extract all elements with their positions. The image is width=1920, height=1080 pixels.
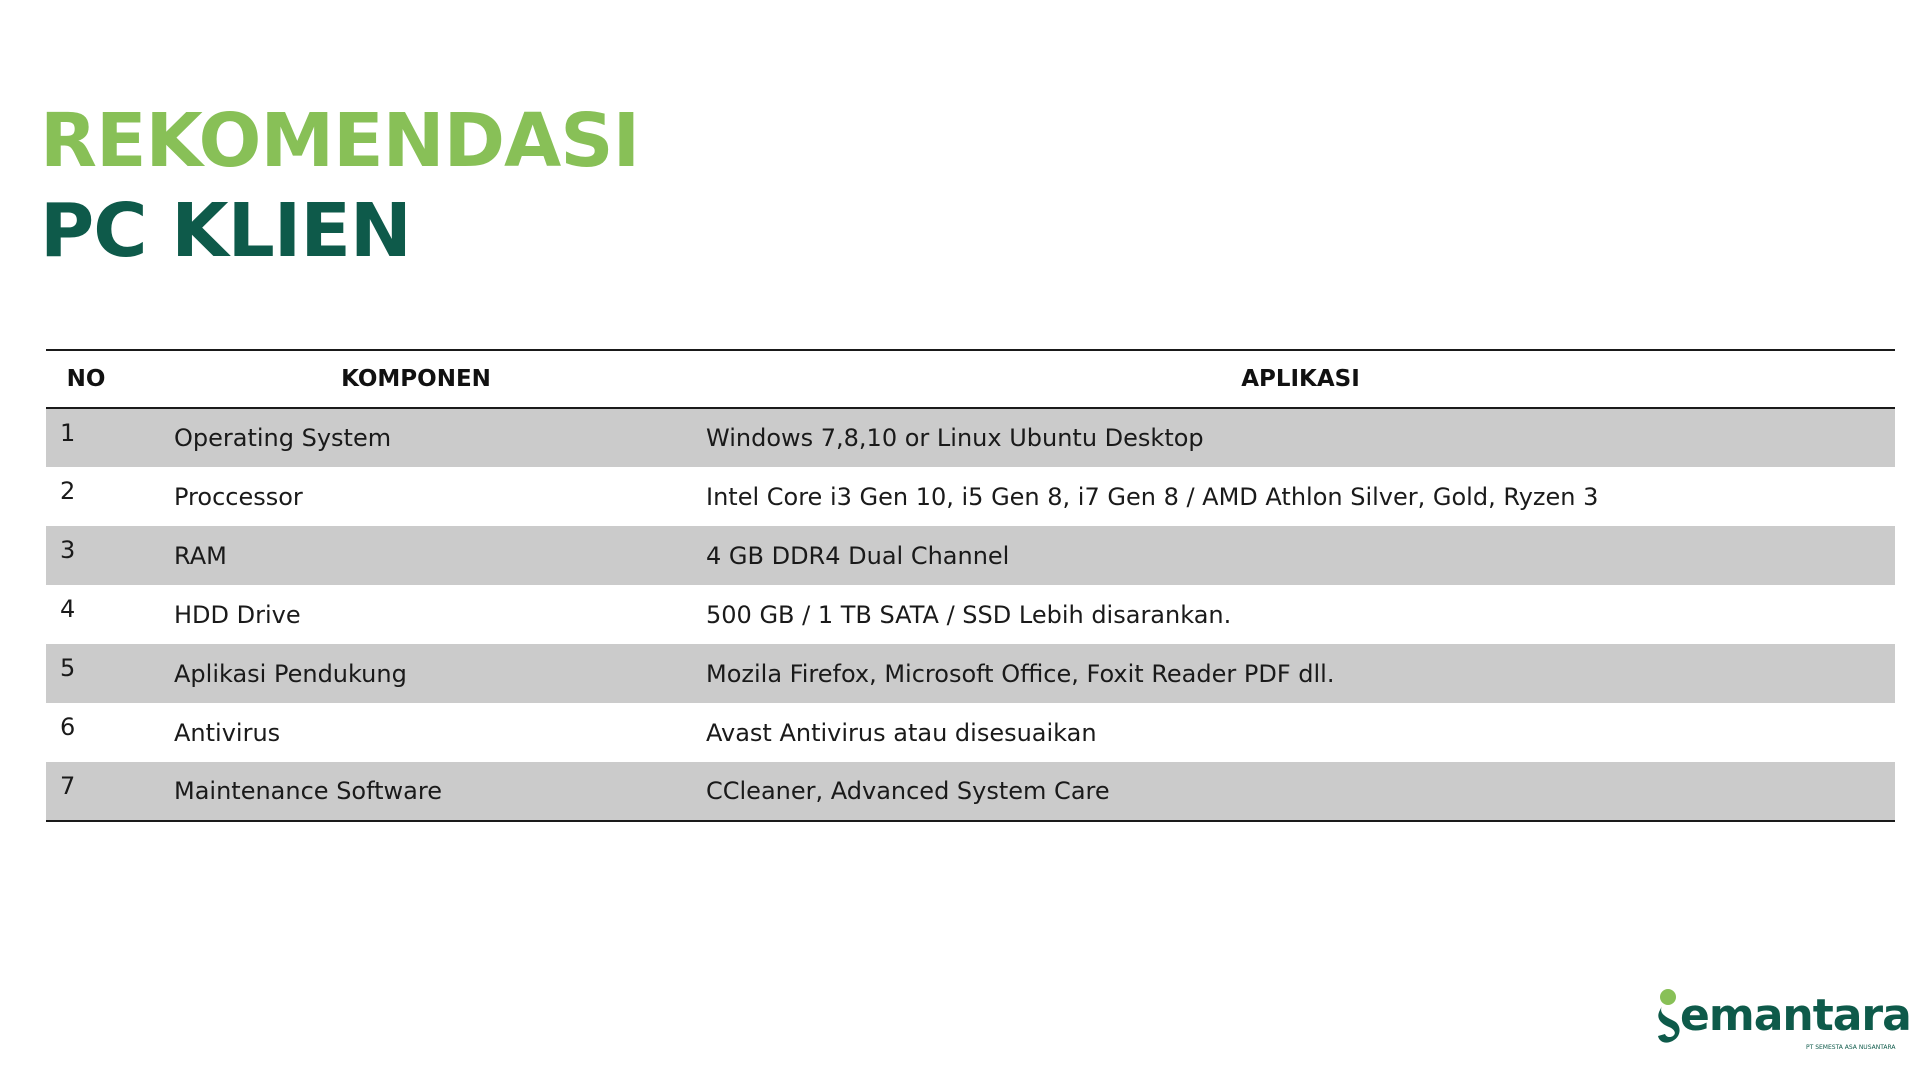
row-komponen: Proccessor [174, 482, 303, 511]
row-komponen: Antivirus [174, 718, 281, 747]
row-no: 5 [60, 654, 76, 682]
table-row [46, 408, 1895, 467]
row-komponen: HDD Drive [174, 600, 301, 629]
logo-subtitle: PT SEMESTA ASA NUSANTARA [1806, 1044, 1896, 1051]
row-no: 6 [60, 713, 76, 741]
row-komponen: RAM [174, 541, 227, 570]
row-no: 7 [60, 772, 76, 800]
header-no: NO [66, 366, 106, 392]
row-aplikasi: CCleaner, Advanced System Care [706, 777, 1110, 805]
header-komponen: KOMPONEN [341, 366, 491, 392]
row-aplikasi: 4 GB DDR4 Dual Channel [706, 541, 1010, 570]
spec-table [46, 349, 1895, 822]
row-no: 1 [60, 419, 76, 447]
title-line-1: REKOMENDASI [40, 98, 640, 184]
logo-wordmark: emantara [1680, 990, 1911, 1041]
table-header-row [46, 350, 1895, 408]
table-row [46, 526, 1895, 585]
table-row [46, 585, 1895, 644]
row-komponen: Operating System [174, 424, 392, 452]
table-row [46, 644, 1895, 703]
row-komponen: Aplikasi Pendukung [174, 659, 407, 688]
row-no: 4 [60, 595, 76, 623]
title-line-2: PC KLIEN [40, 188, 411, 274]
table-row [46, 703, 1895, 762]
semantara-logo [1656, 988, 1911, 1054]
row-no: 3 [60, 536, 76, 564]
row-aplikasi: Windows 7,8,10 or Linux Ubuntu Desktop [706, 424, 1204, 452]
row-aplikasi: 500 GB / 1 TB SATA / SSD Lebih disarankan. [706, 600, 1232, 629]
row-komponen: Maintenance Software [174, 777, 442, 805]
row-aplikasi: Mozila Firefox, Microsoft Office, Foxit Reader PDF dll. [706, 659, 1335, 688]
row-aplikasi: Intel Core i3 Gen 10, i5 Gen 8, i7 Gen 8 / AMD Athlon Silver, Gold, Ryzen 3 [706, 482, 1599, 511]
row-aplikasi: Avast Antivirus atau disesuaikan [706, 718, 1097, 747]
table-row [46, 762, 1895, 821]
table-row [46, 467, 1895, 526]
row-no: 2 [60, 477, 76, 505]
header-aplikasi: APLIKASI [1241, 366, 1360, 392]
